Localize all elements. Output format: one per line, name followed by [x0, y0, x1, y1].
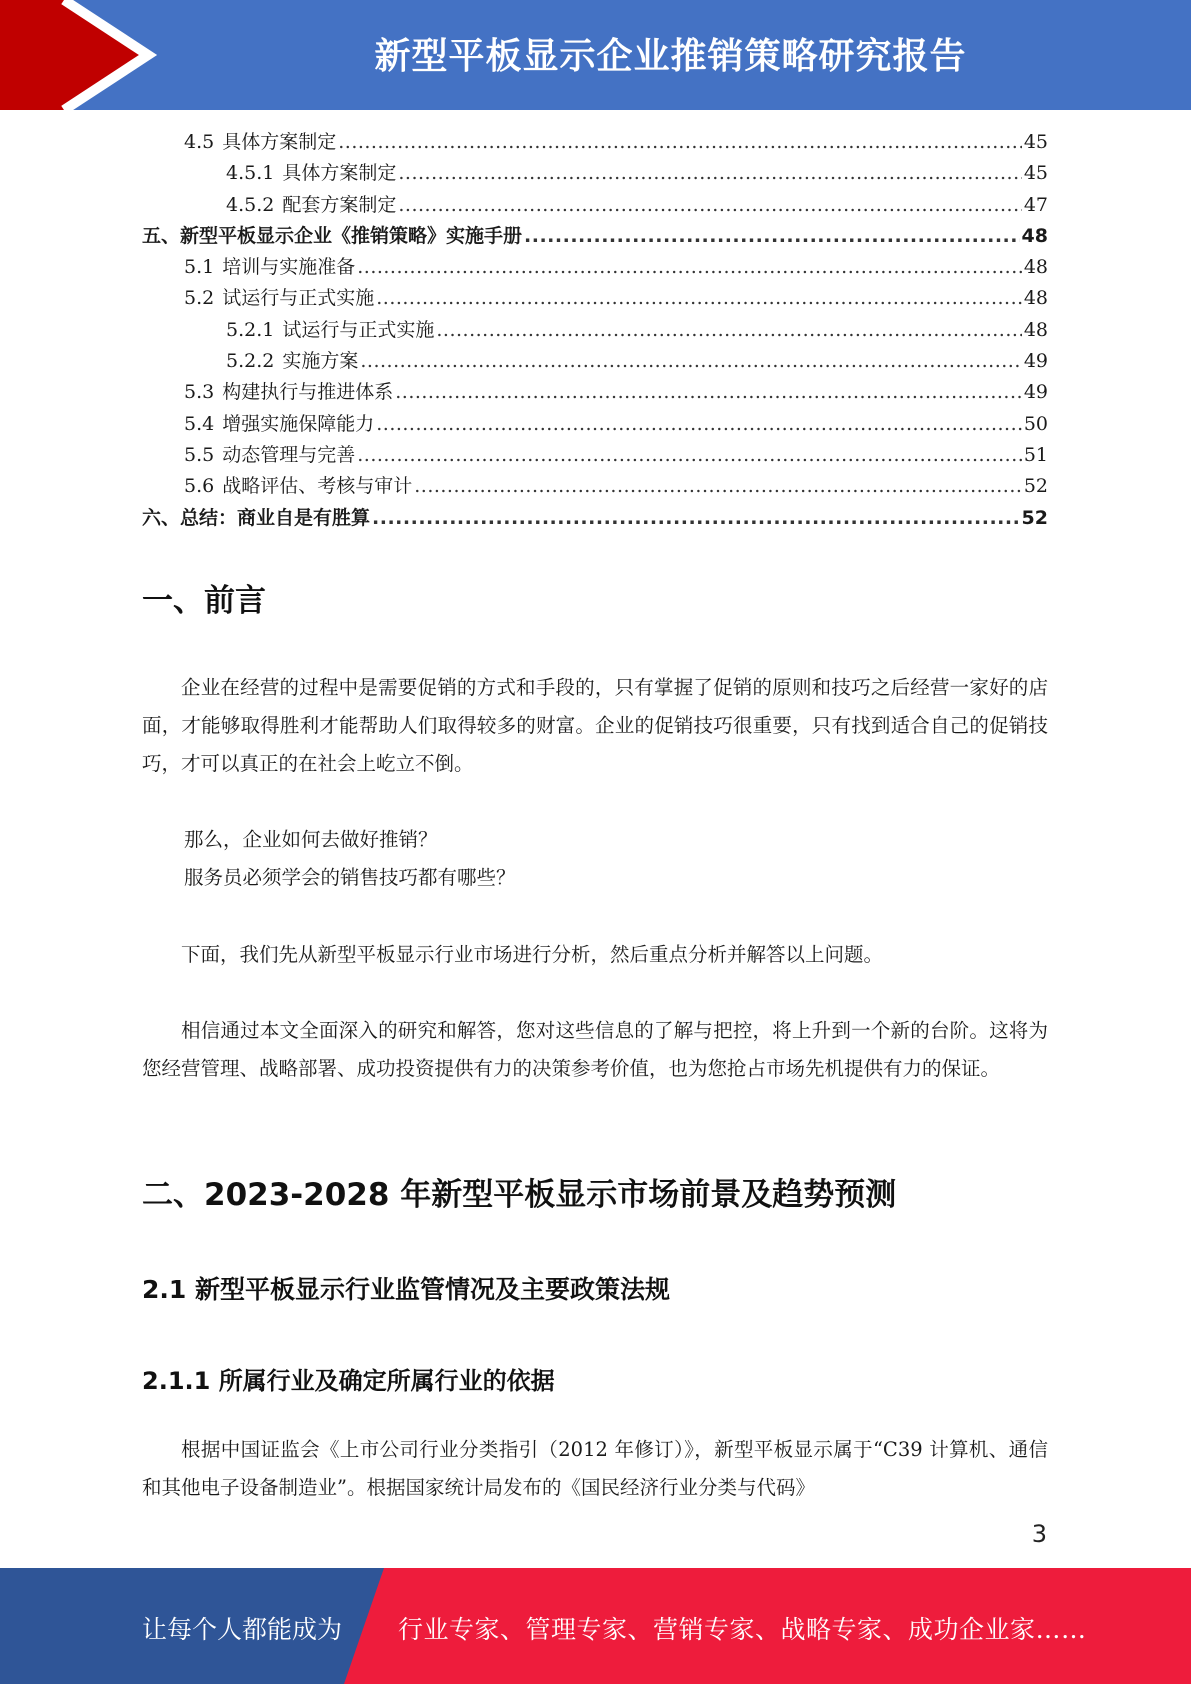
toc-entry-page: 51: [1023, 443, 1048, 466]
toc-entry-page: 48: [1021, 224, 1048, 247]
toc-dot-leader: [524, 225, 1020, 247]
toc-entry-title: 增强实施保障能力: [222, 412, 375, 435]
question-2: 服务员必须学会的销售技巧都有哪些？: [184, 866, 516, 889]
header-chevron-decoration: [0, 0, 160, 110]
toc-entry[interactable]: [142, 127, 1048, 158]
toc-dot-leader: [338, 131, 1022, 153]
toc-entry-number: 六、: [142, 506, 181, 529]
toc-entry-title: 配套方案制定: [282, 193, 397, 216]
toc-entry-title: 试运行与正式实施: [222, 287, 375, 310]
toc-entry-page: 50: [1023, 412, 1048, 435]
page-number: 3: [1031, 1520, 1047, 1548]
toc-entry-number: 5.2: [184, 287, 215, 310]
toc-entry-number: 5.6: [184, 475, 215, 498]
toc-entry-page: 45: [1023, 131, 1048, 153]
section-heading-market-outlook: 二、2023-2028 年新型平板显示市场前景及趋势预测: [142, 1177, 897, 1213]
toc-entry[interactable]: [142, 471, 1048, 502]
toc-entry-number: 5.5: [184, 443, 215, 466]
toc-entry-page: 48: [1023, 318, 1048, 341]
toc-entry-number: 5.1: [184, 256, 215, 279]
toc-entry-number: 4.5: [184, 131, 215, 153]
table-of-contents: [142, 127, 1048, 534]
toc-entry-page: 52: [1023, 475, 1048, 498]
toc-entry-page: 47: [1023, 193, 1048, 216]
toc-entry-title: 培训与实施准备: [222, 256, 356, 279]
toc-entry[interactable]: [142, 190, 1048, 221]
toc-entry[interactable]: [142, 377, 1048, 408]
toc-entry-title: 总结：商业自是有胜算: [180, 506, 371, 529]
toc-entry[interactable]: [142, 440, 1048, 471]
preface-paragraph-2: 下面，我们先从新型平板显示行业市场进行分析，然后重点分析并解答以上问题。: [181, 943, 884, 966]
page-header: [0, 0, 1191, 110]
toc-entry-page: 49: [1023, 350, 1048, 373]
toc-entry-page: 48: [1023, 287, 1048, 310]
toc-dot-leader: [436, 319, 1021, 341]
toc-dot-leader: [357, 444, 1022, 466]
footer-slogan-right: 行业专家、管理专家、营销专家、战略专家、成功企业家……: [398, 1615, 1087, 1644]
toc-entry-title: 试运行与正式实施: [282, 318, 435, 341]
toc-entry[interactable]: [142, 503, 1048, 534]
toc-entry-number: 5.3: [184, 381, 215, 404]
toc-dot-leader: [376, 413, 1022, 435]
toc-entry-number: 5.2.2: [226, 350, 275, 373]
toc-entry[interactable]: [142, 283, 1048, 314]
toc-entry-title: 具体方案制定: [222, 131, 337, 153]
toc-entry[interactable]: [142, 409, 1048, 440]
subsection-heading-2-1-1: 2.1.1 所属行业及确定所属行业的依据: [142, 1367, 555, 1395]
toc-entry-number: 5.2.1: [226, 318, 275, 341]
toc-dot-leader: [360, 350, 1021, 372]
footer-slogan-left: 让每个人都能成为: [142, 1615, 343, 1644]
industry-classification-paragraph: 根据中国证监会《上市公司行业分类指引（2012 年修订）》，新型平板显示属于“C39 计算机、通信和其他电子设备制造业”。根据国家统计局发布的《国民经济行业分类与代码》: [142, 1438, 1048, 1499]
toc-entry[interactable]: [142, 346, 1048, 377]
toc-dot-leader: [398, 194, 1021, 216]
subsection-heading-2-1: 2.1 新型平板显示行业监管情况及主要政策法规: [142, 1275, 670, 1304]
toc-dot-leader: [376, 287, 1022, 309]
toc-entry-title: 具体方案制定: [282, 162, 397, 185]
section-heading-preface: 一、前言: [142, 583, 266, 619]
toc-entry-number: 4.5.2: [226, 193, 275, 216]
toc-entry-page: 49: [1023, 381, 1048, 404]
toc-entry[interactable]: [142, 221, 1048, 252]
toc-dot-leader: [414, 475, 1022, 497]
toc-entry-title: 构建执行与推进体系: [222, 381, 394, 404]
report-title: 新型平板显示企业推销策略研究报告: [374, 36, 967, 77]
toc-entry[interactable]: [142, 315, 1048, 346]
toc-entry-page: 45: [1023, 162, 1048, 185]
toc-entry-title: 战略评估、考核与审计: [222, 475, 413, 498]
toc-entry-number: 4.5.1: [226, 162, 275, 185]
page-footer: [0, 1568, 1191, 1684]
toc-dot-leader: [398, 162, 1021, 184]
toc-dot-leader: [357, 256, 1022, 278]
toc-entry-title: 实施方案: [282, 350, 359, 373]
toc-entry-title: 新型平板显示企业《推销策略》实施手册: [180, 224, 523, 247]
toc-dot-leader: [372, 507, 1020, 529]
toc-entry-page: 52: [1021, 506, 1048, 529]
toc-entry[interactable]: [142, 158, 1048, 189]
toc-dot-leader: [395, 381, 1022, 403]
toc-entry-title: 动态管理与完善: [222, 443, 356, 466]
question-1: 那么，企业如何去做好推销？: [184, 828, 438, 851]
toc-entry-page: 48: [1023, 256, 1048, 279]
toc-entry-number: 五、: [142, 224, 181, 247]
toc-entry-number: 5.4: [184, 412, 215, 435]
toc-entry[interactable]: [142, 252, 1048, 283]
preface-paragraph-1: 企业在经营的过程中是需要促销的方式和手段的，只有掌握了促销的原则和技巧之后经营一家好的店面，才能够取得胜利才能帮助人们取得较多的财富。企业的促销技巧很重要，只有找到适合自己的促销技巧，才可以真正的在社会上屹立不倒。: [142, 676, 1048, 775]
preface-paragraph-3: 相信通过本文全面深入的研究和解答，您对这些信息的了解与把控，将上升到一个新的台阶。这将为您经营管理、战略部署、成功投资提供有力的决策参考价值，也为您抢占市场先机提供有力的保证。: [142, 1019, 1048, 1080]
